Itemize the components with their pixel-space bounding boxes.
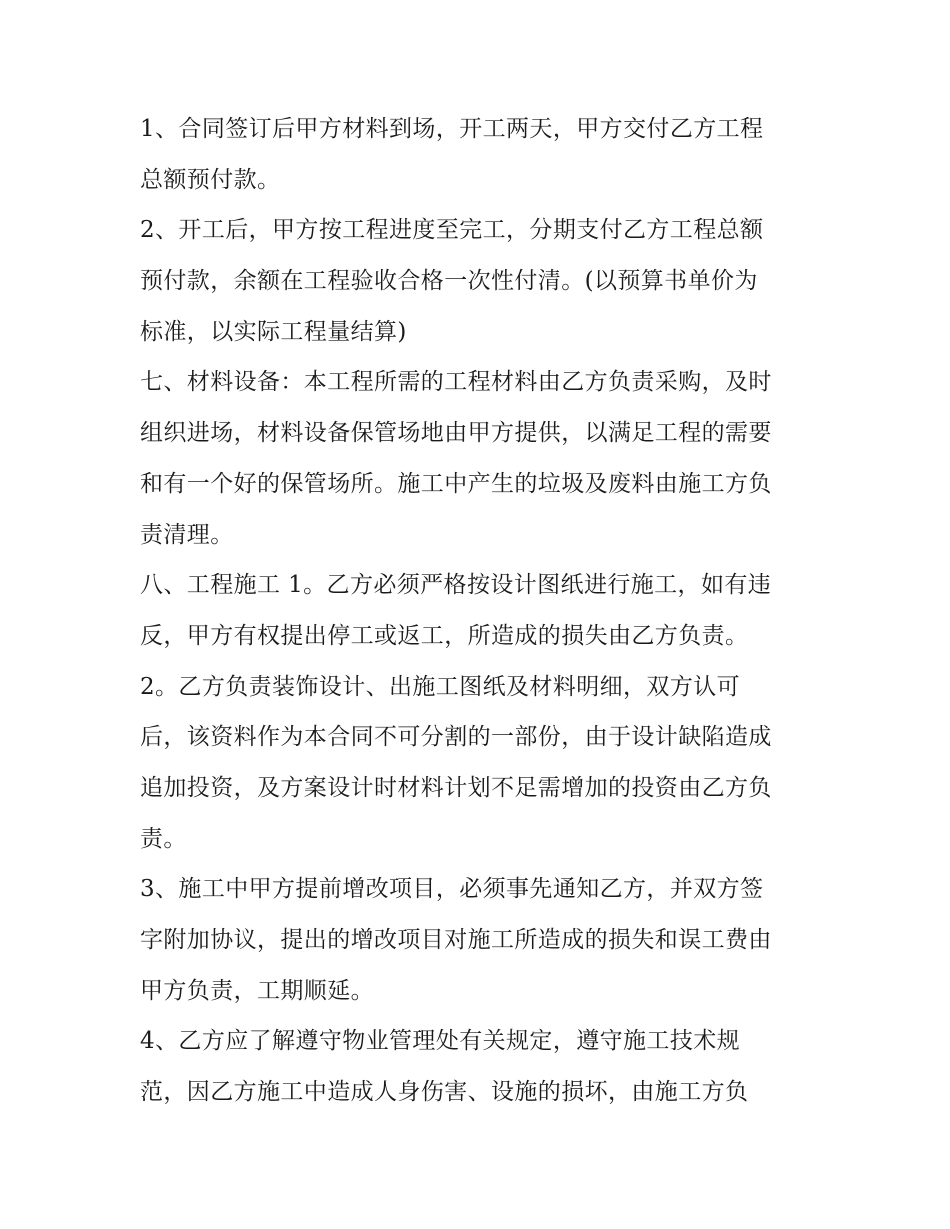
text-line: 甲方负责，工期顺延。 <box>140 977 374 1004</box>
text-line: 字附加协议，提出的增改项目对施工所造成的损失和误工费由 <box>140 927 772 953</box>
text-line: 范，因乙方施工中造成人身伤害、设施的损坏，由施工方负 <box>140 1079 749 1106</box>
text-line: 后，该资料作为本合同不可分割的一部份，由于设计缺陷造成 <box>140 724 772 751</box>
text-line: 标准，以实际工程量结算) <box>140 318 407 345</box>
text-line: 2。乙方负责装饰设计、出施工图纸及材料明细，双方认可 <box>140 673 741 700</box>
text-line: 2、开工后，甲方按工程进度至完工，分期支付乙方工程总额 <box>140 217 764 244</box>
text-line: 4、乙方应了解遵守物业管理处有关规定，遵守施工技术规 <box>140 1028 741 1055</box>
text-line: 责清理。 <box>140 521 234 548</box>
text-line: 反，甲方有权提出停工或返工，所造成的损失由乙方负责。 <box>140 622 749 649</box>
text-line: 1、合同签订后甲方材料到场，开工两天，甲方交付乙方工程 <box>140 116 764 142</box>
text-line: 预付款，余额在工程验收合格一次性付清。(以预算书单价为 <box>140 268 758 295</box>
document-body <box>140 104 820 1118</box>
text-line: 3、施工中甲方提前增改项目，必须事先通知乙方，并双方签 <box>140 876 764 903</box>
text-line: 责。 <box>140 825 187 852</box>
text-line: 八、工程施工 1。乙方必须严格按设计图纸进行施工，如有违 <box>140 572 772 599</box>
text-line: 和有一个好的保管场所。施工中产生的垃圾及废料由施工方负 <box>140 470 772 497</box>
text-line: 七、材料设备：本工程所需的工程材料由乙方负责采购，及时 <box>140 369 772 396</box>
text-line: 组织进场，材料设备保管场地由甲方提供，以满足工程的需要 <box>140 420 772 447</box>
text-line: 总额预付款。 <box>140 166 281 193</box>
text-line: 追加投资，及方案设计时材料计划不足需增加的投资由乙方负 <box>140 774 772 801</box>
